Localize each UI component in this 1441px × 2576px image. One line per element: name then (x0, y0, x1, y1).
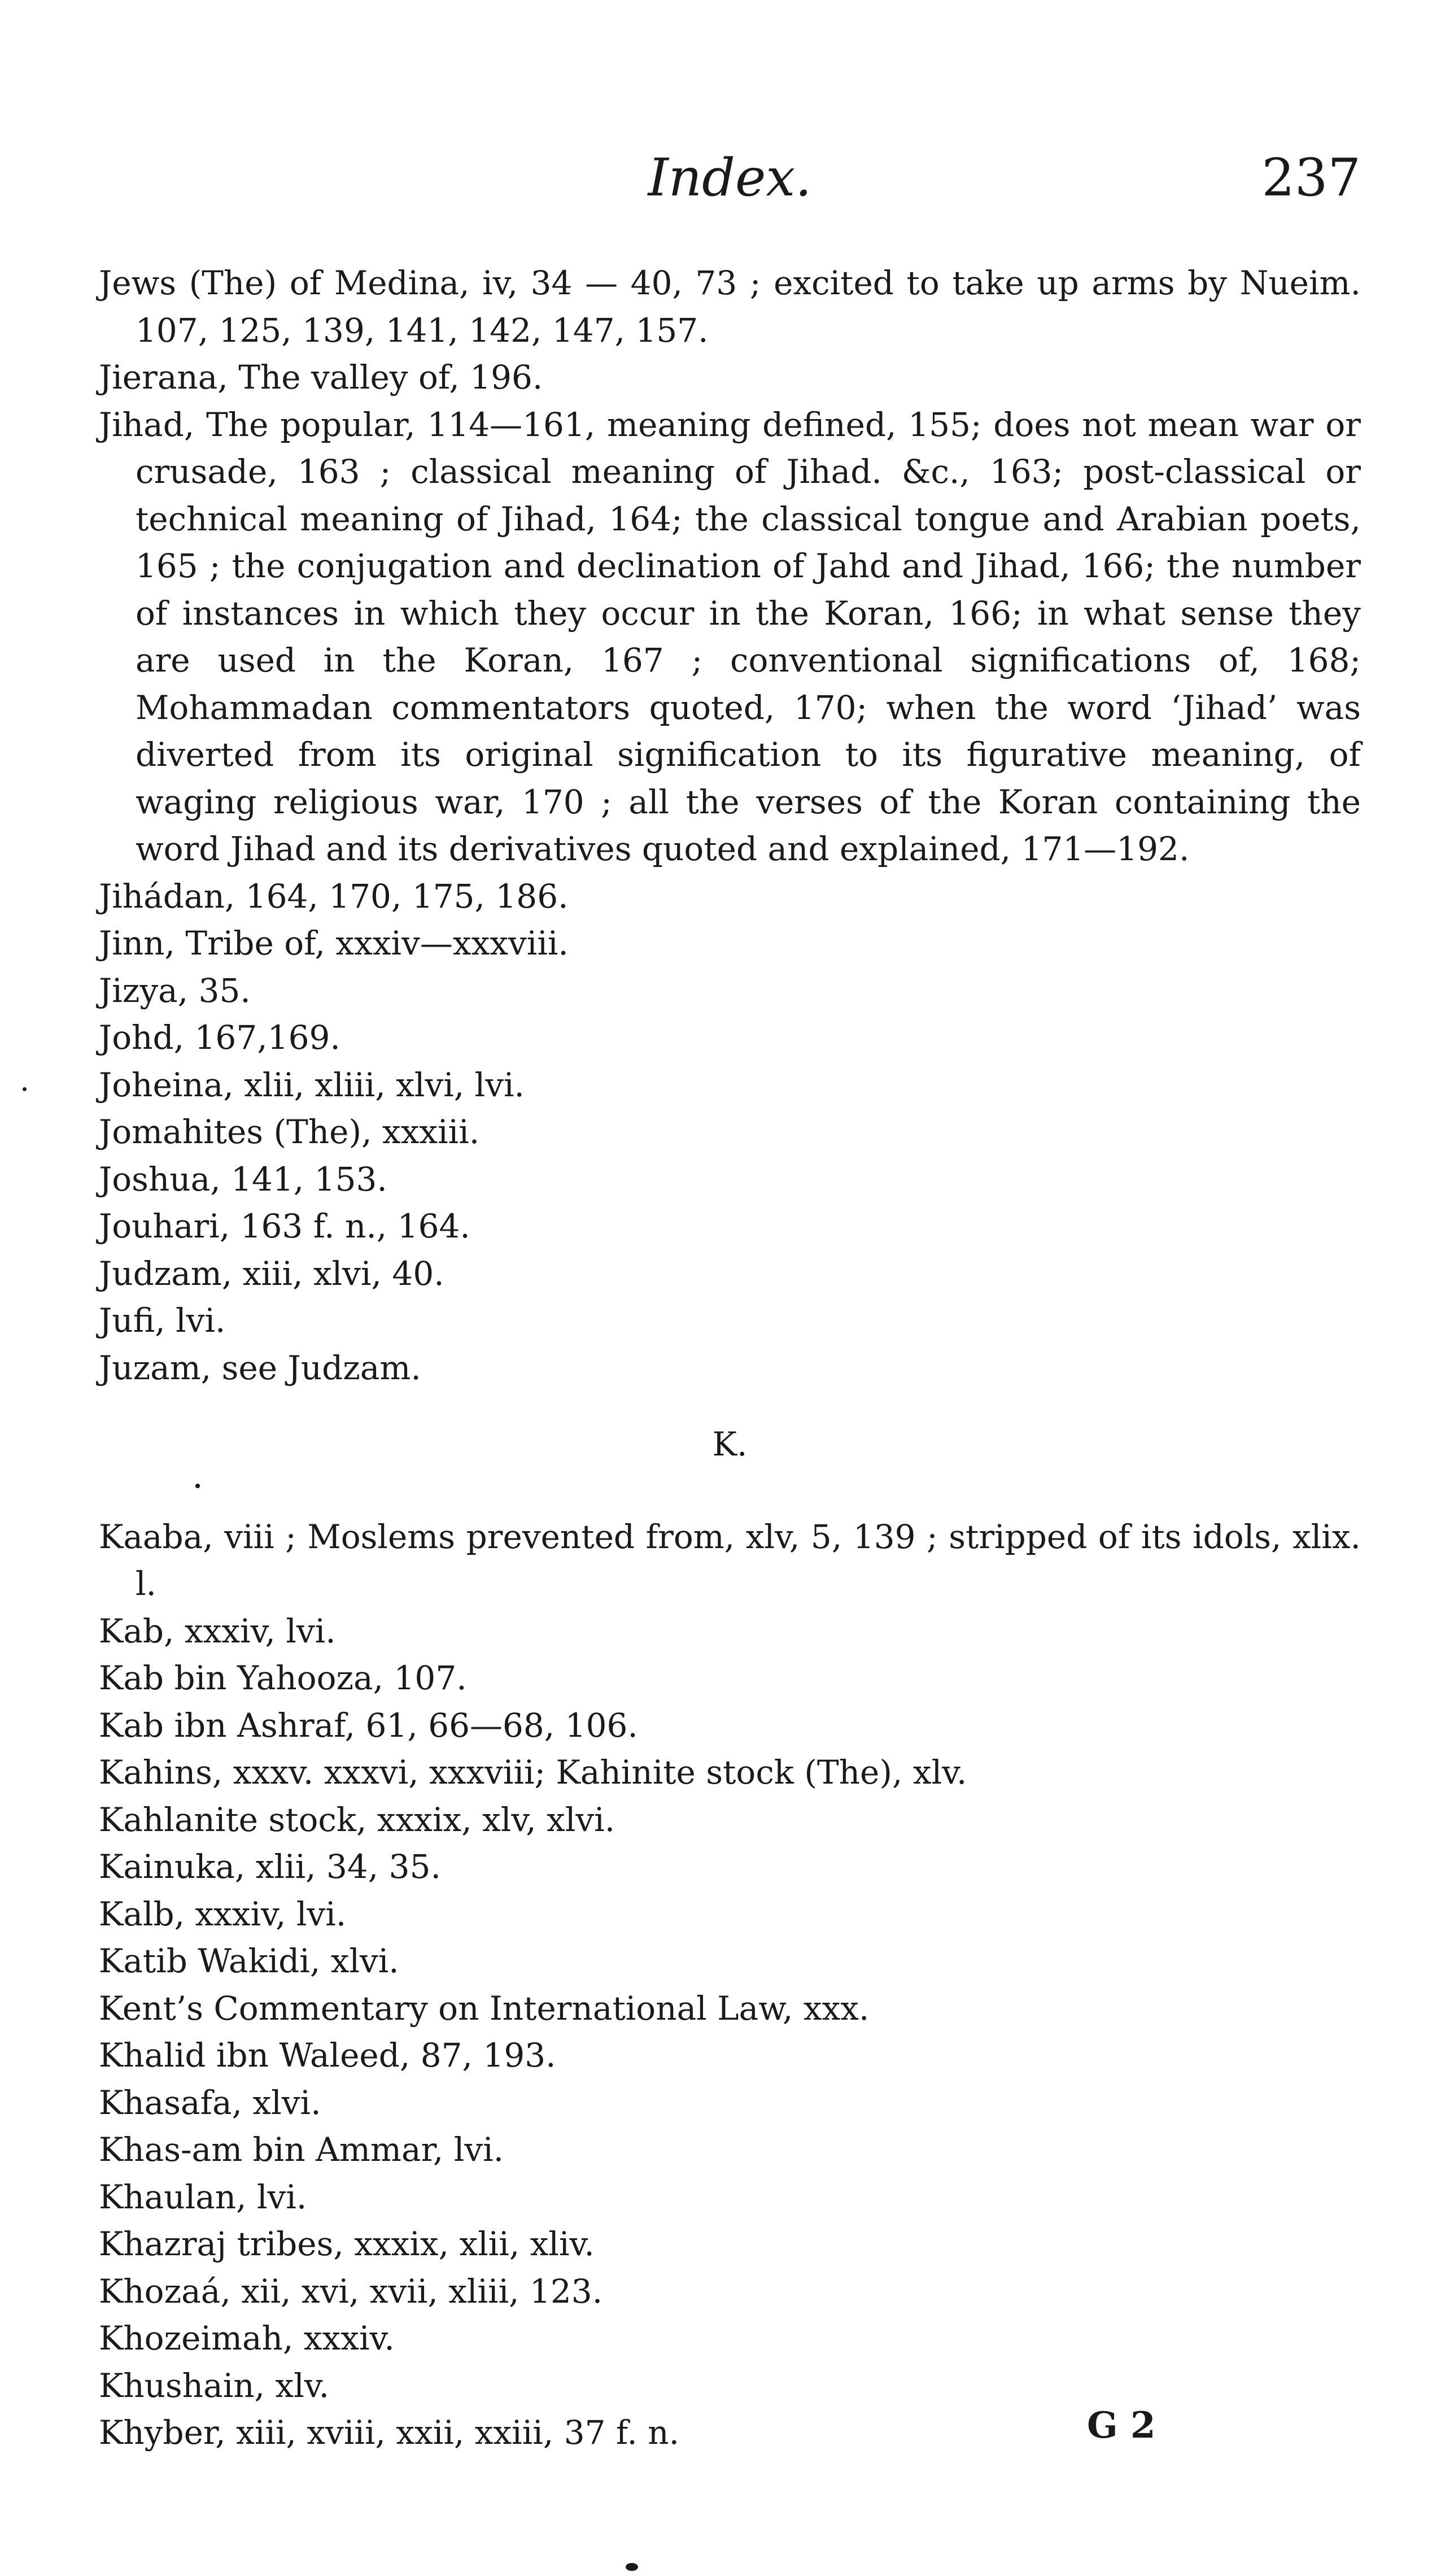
index-entry-khushain: Khushain, xlv. (99, 2366, 330, 2405)
index-entry-katib-wakidi: Katib Wakidi, xlvi. (99, 1942, 399, 1980)
index-entry-kahlanite: Kahlanite stock, xxxix, xlv, xlvi. (99, 1800, 615, 1839)
index-entry-kainuka: Kainuka, xlii, 34, 35. (99, 1847, 441, 1886)
index-entry-jews-medina: Jews (The) of Medina, iv, 34 — 40, 73 ; excited to take up arms by Nueim. 107, 125, 139, 141, 142, 147, 157. (99, 264, 1361, 350)
page-title: Index. (648, 147, 812, 208)
index-entry-khazraj: Khazraj tribes, xxxix, xlii, xliv. (99, 2225, 595, 2263)
index-entry-jouhari: Jouhari, 163 f. n., 164. (99, 1207, 470, 1245)
index-entry-johd: Johd, 167,169. (99, 1018, 340, 1057)
index-entry-jinn: Jinn, Tribe of, xxxiv—xxxviii. (99, 924, 569, 962)
index-entry-khozeimah: Khozeimah, xxxiv. (99, 2319, 395, 2357)
print-speck-bottom (626, 2563, 638, 2571)
index-entry-jizya: Jizya, 35. (99, 971, 251, 1010)
index-entry-khas-am: Khas-am bin Ammar, lvi. (99, 2130, 504, 2169)
index-entry-khasafa: Khasafa, xlvi. (99, 2083, 321, 2122)
index-text (99, 260, 1361, 2457)
index-entry-joheina: Joheina, xlii, xliii, xlvi, lvi. (99, 1065, 525, 1104)
print-speck-k-heading (195, 1484, 200, 1488)
section-heading-k: K. (712, 1425, 748, 1463)
index-entry-joshua: Joshua, 141, 153. (99, 1160, 387, 1198)
running-head (99, 144, 1361, 212)
index-entry-judzam: Judzam, xiii, xlvi, 40. (99, 1254, 444, 1293)
index-entry-kaaba: Kaaba, viii ; Moslems prevented from, xlv, 5, 139 ; stripped of its idols, xlix. l. (99, 1517, 1361, 1603)
index-entry-kab-ibn-ashraf: Kab ibn Ashraf, 61, 66—68, 106. (99, 1706, 638, 1745)
signature-mark: G 2 (1087, 2404, 1156, 2447)
index-entry-kab-bin-yahooza: Kab bin Yahooza, 107. (99, 1659, 467, 1697)
index-entry-jufi: Jufi, lvi. (99, 1301, 226, 1340)
page-number: 237 (1261, 147, 1361, 208)
index-entry-jomahites: Jomahites (The), xxxiii. (99, 1113, 480, 1151)
index-entry-khaulan: Khaulan, lvi. (99, 2177, 307, 2216)
index-entry-juzam: Juzam, see Judzam. (99, 1348, 421, 1387)
index-entry-khyber: Khyber, xiii, xviii, xxii, xxiii, 37 f. n. (99, 2413, 679, 2452)
index-entry-kents-commentary: Kent’s Commentary on International Law, xxx. (99, 1989, 870, 2028)
index-entry-kalb: Kalb, xxxiv, lvi. (99, 1894, 347, 1933)
index-entry-kahins: Kahins, xxxv. xxxvi, xxxviii; Kahinite stock (The), xlv. (99, 1753, 967, 1792)
index-entry-jihadan: Jihádan, 164, 170, 175, 186. (99, 877, 569, 916)
index-entry-jierana: Jierana, The valley of, 196. (99, 358, 543, 396)
print-speck-left (23, 1087, 27, 1091)
index-entry-kab: Kab, xxxiv, lvi. (99, 1611, 336, 1650)
index-entry-jihad: Jihad, The popular, 114—161, meaning defined, 155; does not mean war or crusade, 163 ; classical meaning of Jihad. &c., 163; post-classical or technical meaning of Jihad, 164; the classical tongue and Arabian poets, 165 ; the conjugation and declination of Jahd and Jihad, 166; the number of instances in which they occur in the Koran, 166; in what sense they are used in the Koran, 167 ; conventional significations of, 168; Mohammadan commentators quoted, 170; when the word ‘Jihad’ was diverted from its original signification to its figurative meaning, of waging religious war, 170 ; all the verses of the Koran containing the word Jihad and its derivatives quoted and explained, 171—192. (99, 405, 1361, 868)
index-entry-khalid: Khalid ibn Waleed, 87, 193. (99, 2036, 556, 2074)
index-entry-khozaa: Khozaá, xii, xvi, xvii, xliii, 123. (99, 2272, 603, 2311)
